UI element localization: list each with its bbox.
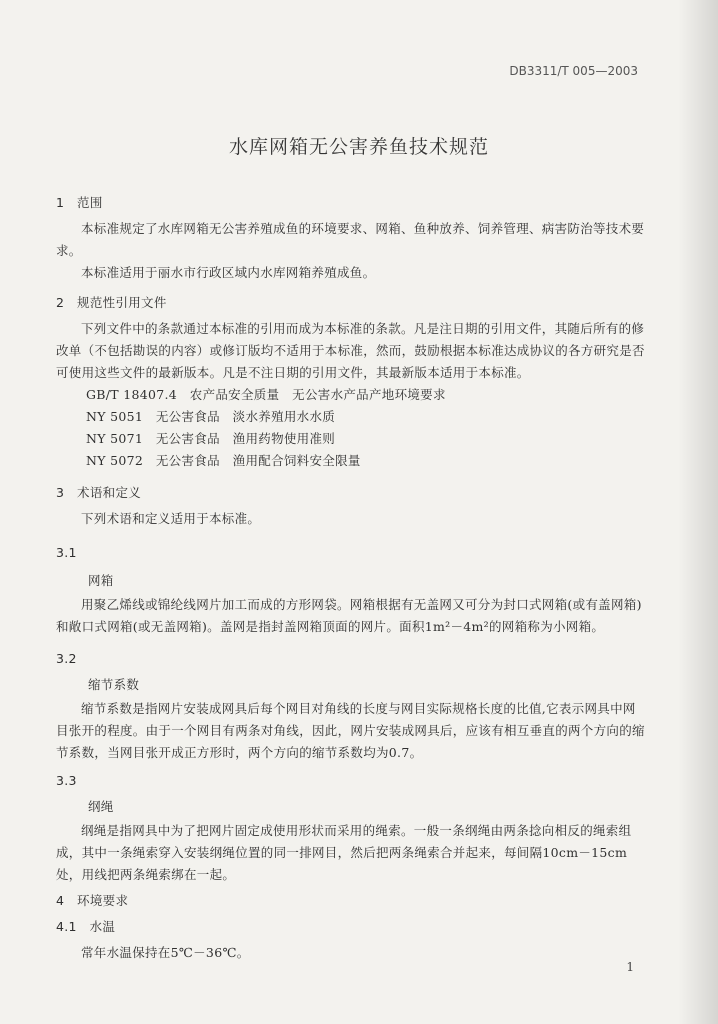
clause-3-3-number: 3.3	[56, 773, 77, 788]
clause-3-1-term: 网箱	[88, 573, 114, 588]
section-4-heading: 4 环境要求	[56, 893, 129, 908]
reference-item: GB/T 18407.4 农产品安全质量 无公害水产品产地环境要求	[86, 387, 446, 402]
clause-4-1-heading: 4.1 水温	[56, 919, 116, 934]
section-2-paragraph: 下列文件中的条款通过本标准的引用而成为本标准的条款。凡是注日期的引用文件，其随后所有的修改单（不包括勘误的内容）或修订版均不适用于本标准，然而，鼓励根据本标准达成协议的各方研究是否可使用这些文件的最新版本。凡是不注日期的引用文件，其最新版本适用于本标准。	[56, 321, 645, 380]
clause-3-2-number: 3.2	[56, 651, 77, 666]
section-1-paragraph-1: 本标准规定了水库网箱无公害养殖成鱼的环境要求、网箱、鱼种放养、饲养管理、病害防治等技术要求。	[56, 221, 645, 258]
reference-item: NY 5072 无公害食品 渔用配合饲料安全限量	[86, 453, 361, 468]
page-number: 1	[626, 960, 634, 974]
section-2-heading: 2 规范性引用文件	[56, 295, 167, 310]
document-title: 水库网箱无公害养鱼技术规范	[228, 136, 489, 158]
clause-4-1-paragraph: 常年水温保持在5℃－36℃。	[81, 945, 250, 960]
section-3-heading: 3 术语和定义	[56, 485, 142, 500]
clause-3-1-definition: 用聚乙烯线或锦纶线网片加工而成的方形网袋。网箱根据有无盖网又可分为封口式网箱(或有盖网箱)和敞口式网箱(或无盖网箱)。盖网是指封盖网箱顶面的网片。面积1m²－4m²的网箱称为小网箱。	[56, 597, 642, 634]
clause-3-3-definition: 纲绳是指网具中为了把网片固定成使用形状而采用的绳索。一般一条纲绳由两条捻向相反的绳索组成，其中一条绳索穿入安装纲绳位置的同一排网目，然后把两条绳索合并起来，每间隔10cm－15cm处，用线把两条绳索绑在一起。	[56, 823, 632, 882]
clause-3-2-definition: 缩节系数是指网片安装成网具后每个网目对角线的长度与网目实际规格长度的比值,它表示网具中网目张开的程度。由于一个网目有两条对角线，因此，网片安装成网具后，应该有相互垂直的两个方向的缩节系数，当网目张开成正方形时，两个方向的缩节系数均为0.7。	[56, 701, 645, 760]
clause-3-1-number: 3.1	[56, 545, 77, 560]
reference-item: NY 5051 无公害食品 淡水养殖用水水质	[86, 409, 336, 424]
section-1-paragraph-2: 本标准适用于丽水市行政区域内水库网箱养殖成鱼。	[81, 265, 376, 280]
section-3-paragraph: 下列术语和定义适用于本标准。	[81, 511, 261, 526]
reference-item: NY 5071 无公害食品 渔用药物使用准则	[86, 431, 336, 446]
section-1-heading: 1 范围	[56, 195, 103, 210]
clause-3-2-term: 缩节系数	[88, 677, 140, 692]
clause-3-3-term: 纲绳	[88, 799, 114, 814]
standard-code: DB3311/T 005—2003	[509, 64, 638, 78]
